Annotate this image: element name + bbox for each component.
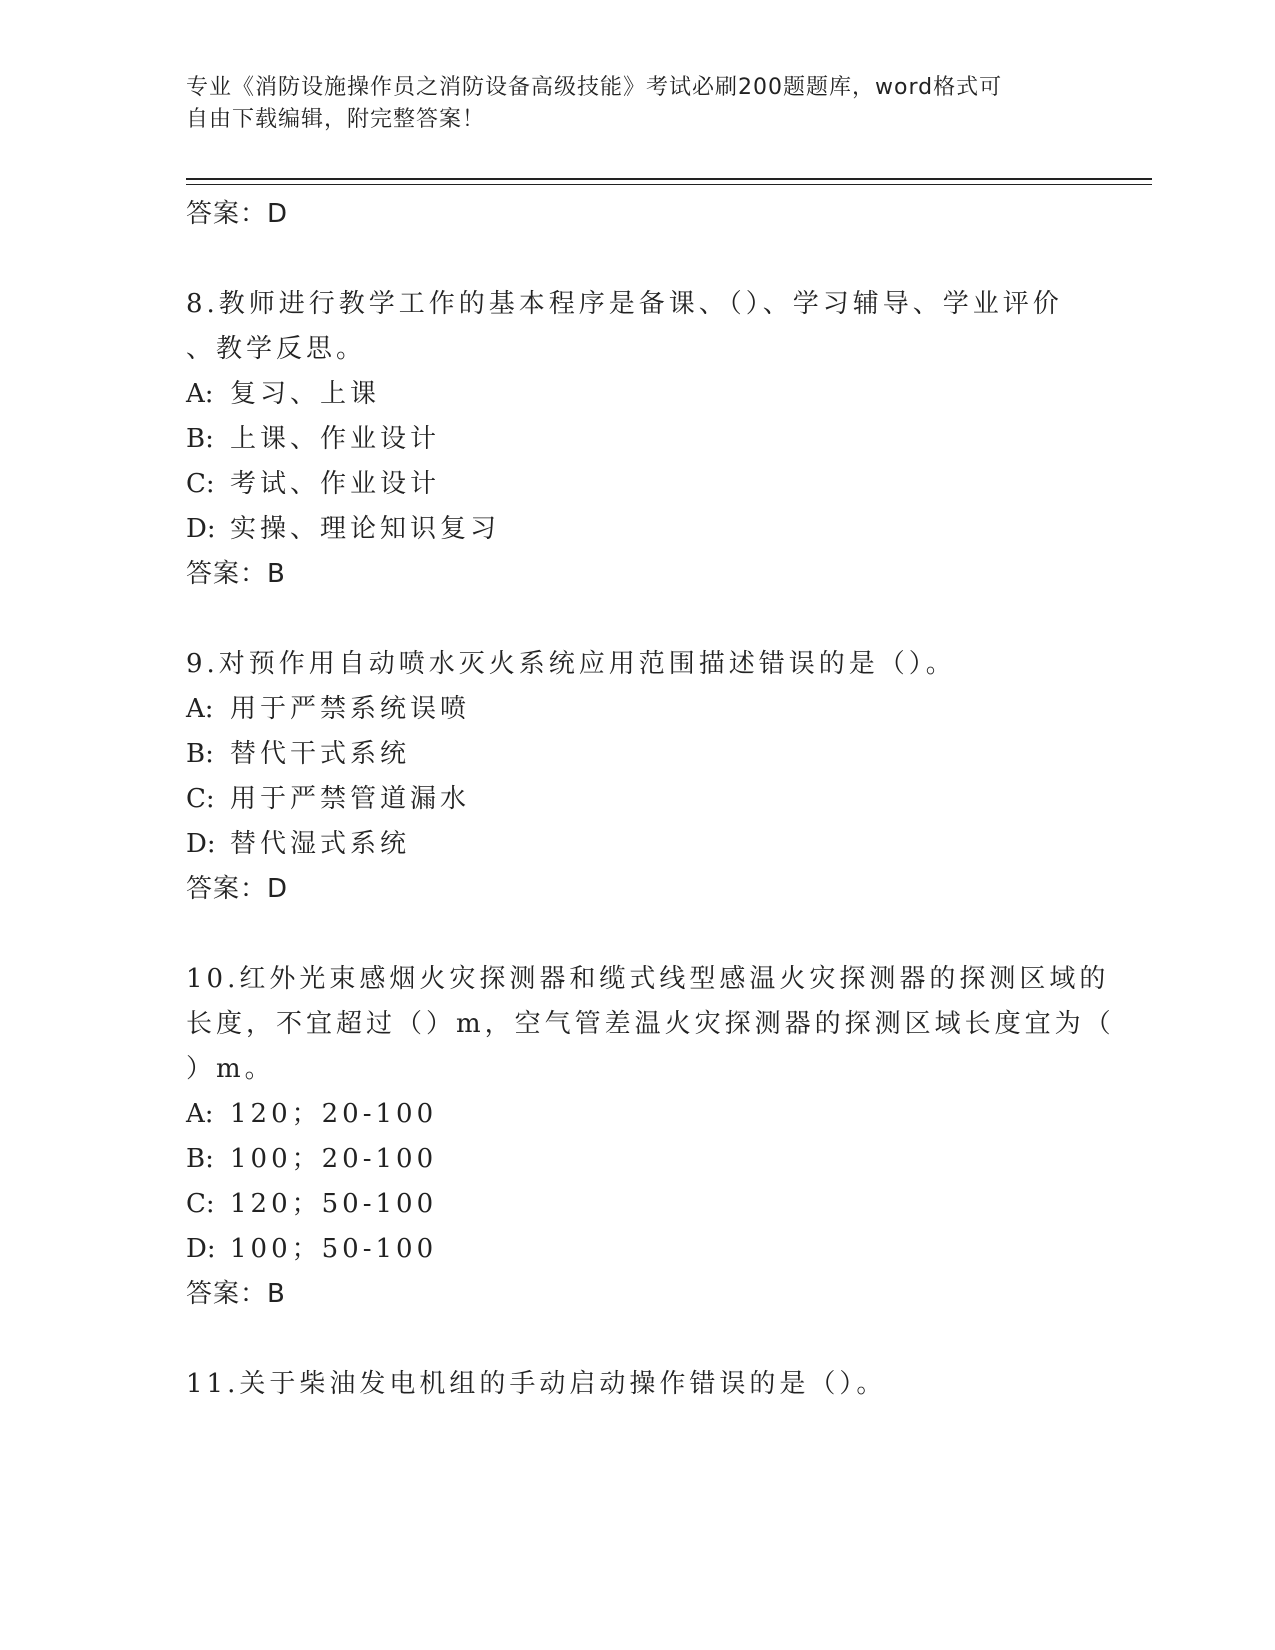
- previous-answer: 答案：D: [186, 199, 289, 229]
- question-stem-line: 11.关于柴油发电机组的手动启动操作错误的是（）。: [186, 1369, 887, 1399]
- question-stem-line: 长度，不宜超过（）m，空气管差温火灾探测器的探测区域长度宜为（: [186, 1009, 1115, 1039]
- option-b: [186, 417, 1086, 462]
- question-8: [186, 282, 1086, 597]
- answer: 答案：D: [186, 874, 289, 904]
- option-label: A:: [186, 379, 214, 409]
- option-label: A:: [186, 694, 214, 724]
- option-a: [186, 687, 1086, 732]
- question-list: [186, 192, 1115, 1407]
- spacer: [186, 237, 1086, 282]
- option-label: A:: [186, 1099, 214, 1129]
- option-text: 替代干式系统: [230, 739, 411, 769]
- question-11: [186, 1362, 1086, 1407]
- option-label: C:: [186, 469, 215, 499]
- option-c: [186, 777, 1086, 822]
- option-a: [186, 1092, 1086, 1137]
- option-label: B:: [186, 1144, 214, 1174]
- option-label: D:: [186, 829, 216, 859]
- option-text: 120；20-100: [230, 1099, 438, 1129]
- option-d: [186, 507, 1086, 552]
- option-text: 120；50-100: [230, 1189, 438, 1219]
- option-b: [186, 732, 1086, 777]
- question-stem-line: 10.红外光束感烟火灾探测器和缆式线型感温火灾探测器的探测区域的: [186, 964, 1110, 994]
- option-b: [186, 1137, 1086, 1182]
- header-line-1: 专业《消防设施操作员之消防设备高级技能》考试必刷200题题库，word格式可: [186, 75, 1003, 100]
- option-label: C:: [186, 1189, 215, 1219]
- option-a: [186, 372, 1086, 417]
- option-label: B:: [186, 424, 214, 454]
- document-header: [186, 72, 1066, 136]
- option-text: 上课、作业设计: [230, 424, 441, 454]
- option-text: 替代湿式系统: [230, 829, 411, 859]
- option-d: [186, 1227, 1086, 1272]
- option-label: B:: [186, 739, 214, 769]
- option-label: C:: [186, 784, 215, 814]
- spacer: [186, 1317, 1086, 1362]
- answer: 答案：B: [186, 559, 286, 589]
- option-label: D:: [186, 1234, 216, 1264]
- question-stem-line: 、教学反思。: [186, 334, 367, 364]
- option-text: 考试、作业设计: [230, 469, 441, 499]
- question-10: [186, 957, 1115, 1317]
- question-stem-line: ）m。: [186, 1054, 275, 1084]
- question-stem-line: 8.教师进行教学工作的基本程序是备课、（）、学习辅导、学业评价: [186, 289, 1063, 319]
- option-label: D:: [186, 514, 216, 544]
- option-text: 用于严禁管道漏水: [230, 784, 471, 814]
- header-divider: [186, 178, 1152, 185]
- option-c: [186, 1182, 1086, 1227]
- spacer: [186, 912, 1086, 957]
- option-text: 复习、上课: [230, 379, 381, 409]
- option-text: 100；50-100: [230, 1234, 438, 1264]
- question-9: [186, 642, 1086, 912]
- spacer: [186, 597, 1086, 642]
- option-text: 实操、理论知识复习: [230, 514, 501, 544]
- question-stem-line: 9.对预作用自动喷水灭火系统应用范围描述错误的是（）。: [186, 649, 956, 679]
- answer: 答案：B: [186, 1279, 286, 1309]
- option-text: 用于严禁系统误喷: [230, 694, 471, 724]
- option-text: 100；20-100: [230, 1144, 438, 1174]
- option-d: [186, 822, 1086, 867]
- header-line-2: 自由下载编辑，附完整答案！: [186, 107, 486, 132]
- option-c: [186, 462, 1086, 507]
